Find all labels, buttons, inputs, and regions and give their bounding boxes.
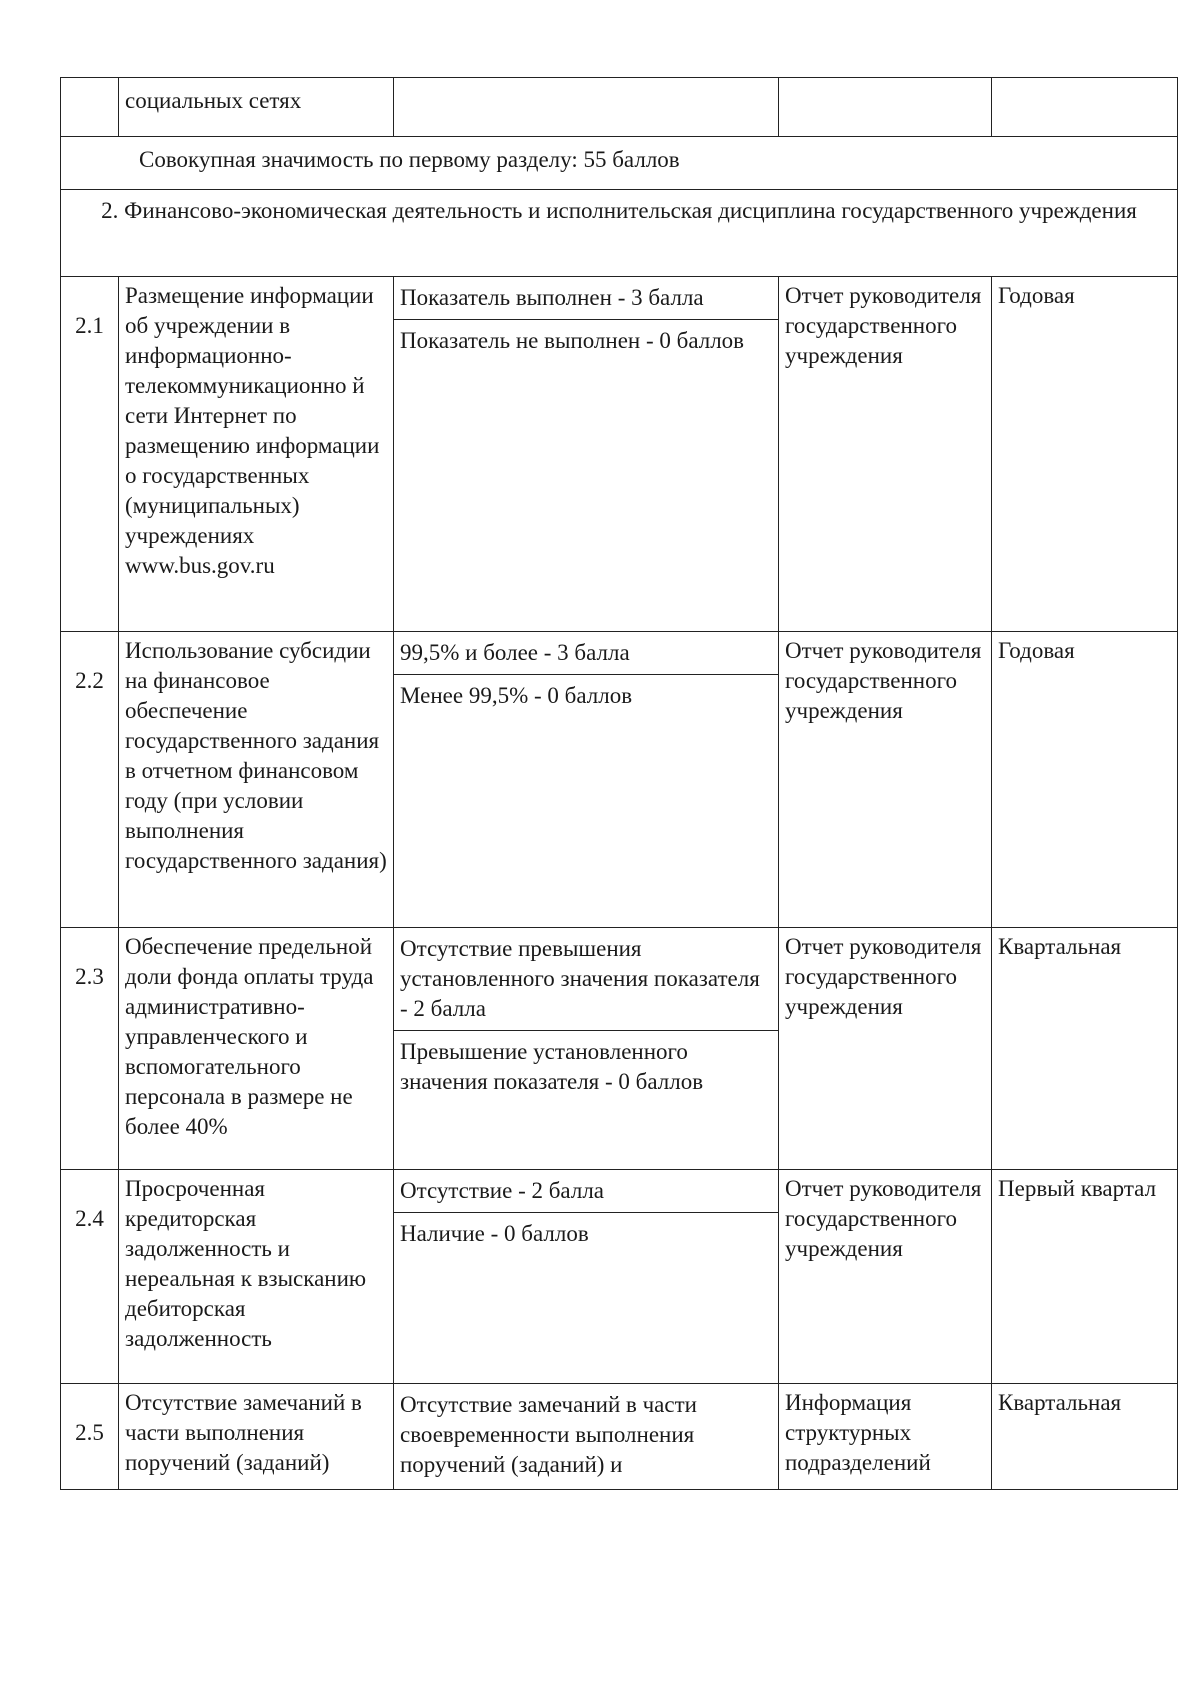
criteria-cell: [394, 1170, 779, 1384]
period-cell: Квартальная: [992, 1384, 1178, 1490]
table-row: [61, 632, 1178, 928]
source-cell: Отчет руководителя государственного учреждения: [779, 928, 992, 1170]
criteria-option: Отсутствие замечаний в части своевременности выполнения поручений (заданий) и: [400, 1392, 697, 1477]
row-number: 2.1: [61, 277, 119, 632]
criteria-option: 99,5% и более - 3 балла: [394, 632, 778, 675]
row-number: 2.4: [61, 1170, 119, 1384]
row-number: 2.2: [61, 632, 119, 928]
num-cell-empty: [61, 78, 119, 137]
period-cell: Первый квартал: [992, 1170, 1178, 1384]
source-cell: Информация структурных подразделений: [779, 1384, 992, 1490]
period-cell: Квартальная: [992, 928, 1178, 1170]
section1-total: Совокупная значимость по первому разделу: 55 баллов: [61, 137, 1178, 190]
criteria-option: Отсутствие превышения установленного значения показателя - 2 балла: [394, 928, 778, 1031]
table-row: [61, 1384, 1178, 1490]
indicator-cell: Размещение информации об учреждении в информационно-телекоммуникационно й сети Интернет по размещению информации о государственных (муниципальных) учреждениях www.bus.gov.ru: [119, 277, 394, 632]
criteria-option: Показатель выполнен - 3 балла: [394, 277, 778, 320]
row-number: 2.3: [61, 928, 119, 1170]
indicator-cell: социальных сетях: [119, 78, 394, 137]
source-cell: Отчет руководителя государственного учреждения: [779, 632, 992, 928]
table-row-continuation: [61, 78, 1178, 137]
row-number: 2.5: [61, 1384, 119, 1490]
table-row: [61, 928, 1178, 1170]
indicator-cell: Отсутствие замечаний в части выполнения поручений (заданий): [119, 1384, 394, 1490]
criteria-cell: [394, 277, 779, 632]
indicator-cell: Обеспечение предельной доли фонда оплаты труда административно-управленческого и вспомогательного персонала в размере не более 40%: [119, 928, 394, 1170]
section2-heading: [61, 190, 1178, 277]
period-cell-empty: [992, 78, 1178, 137]
section2-title: 2. Финансово-экономическая деятельность и исполнительская дисциплина государственного учреждения: [101, 198, 1137, 223]
criteria-option: Отсутствие - 2 балла: [394, 1170, 778, 1213]
indicator-cell: Использование субсидии на финансовое обеспечение государственного задания в отчетном финансовом году (при условии выполнения государственного задания): [119, 632, 394, 928]
period-cell: Годовая: [992, 277, 1178, 632]
criteria-cell: [394, 632, 779, 928]
period-cell: Годовая: [992, 632, 1178, 928]
rows-body: [61, 277, 1178, 1490]
criteria-option: Наличие - 0 баллов: [400, 1221, 589, 1246]
criteria-option: Показатель не выполнен - 0 баллов: [400, 328, 745, 353]
source-cell: Отчет руководителя государственного учреждения: [779, 1170, 992, 1384]
criteria-cell: [394, 1384, 779, 1490]
criteria-option: Менее 99,5% - 0 баллов: [400, 683, 633, 708]
source-cell-empty: [779, 78, 992, 137]
table-row: [61, 277, 1178, 632]
source-cell: Отчет руководителя государственного учреждения: [779, 277, 992, 632]
criteria-option: Превышение установленного значения показателя - 0 баллов: [400, 1039, 704, 1094]
table-row-section2-heading: [61, 190, 1178, 277]
criteria-cell-empty: [394, 78, 779, 137]
table-row-section1-total: [61, 137, 1178, 190]
criteria-cell: [394, 928, 779, 1170]
criteria-table: [60, 77, 1178, 1490]
indicator-cell: Просроченная кредиторская задолженность и нереальная к взысканию дебиторская задолженность: [119, 1170, 394, 1384]
table-row: [61, 1170, 1178, 1384]
